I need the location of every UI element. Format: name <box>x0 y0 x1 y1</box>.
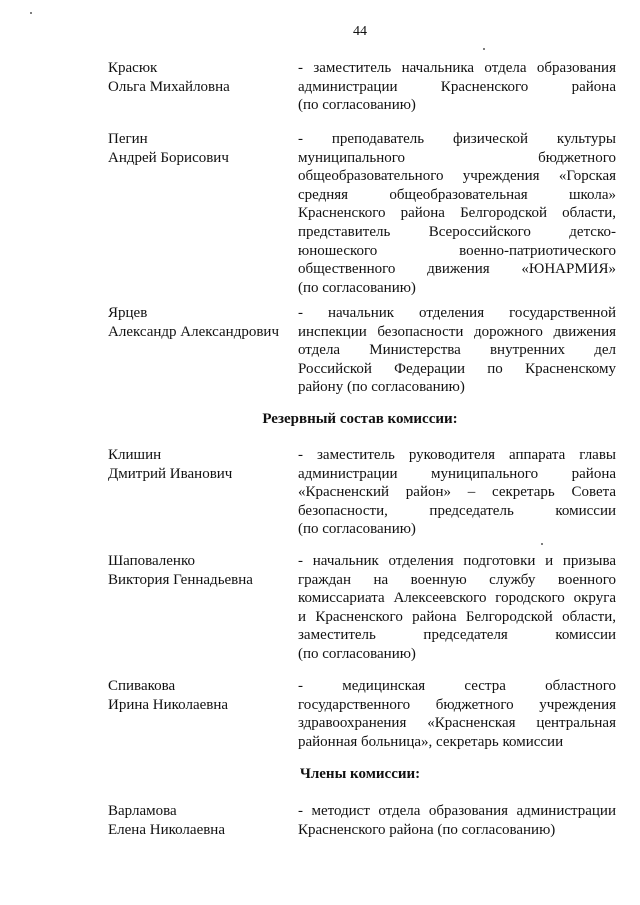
role-line: заместитель председателя комиссии <box>298 627 616 644</box>
role-line: администрации муниципального района <box>298 465 616 482</box>
role-line: району (по согласованию) <box>298 379 465 396</box>
person-name <box>108 304 298 341</box>
role-line: «Красненский район» – секретарь Совета <box>298 484 616 501</box>
scan-speck <box>30 12 32 14</box>
surname: Ярцев <box>108 305 148 321</box>
person-role <box>298 304 616 397</box>
role-line: общественного движения «ЮНАРМИЯ» <box>298 261 616 278</box>
role-line: - преподаватель физической культуры <box>298 131 616 147</box>
members-heading: Члены комиссии: <box>299 766 421 782</box>
role-line: отдела Министерства внутренних дел <box>298 342 616 359</box>
person-role <box>298 677 616 751</box>
role-line: Красненского района (по согласованию) <box>298 821 556 838</box>
surname: Пегин <box>108 131 148 147</box>
role-line: (по согласованию) <box>298 97 416 114</box>
role-line: комиссариата Алексеевского городского округа <box>298 590 616 607</box>
role-line: районная больница», секретарь комиссии <box>298 733 564 750</box>
person-role <box>298 552 616 664</box>
surname: Спивакова <box>108 678 176 694</box>
role-line: Российской Федерации по Красненскому <box>298 360 616 377</box>
given-names: Виктория Геннадьевна <box>108 571 253 588</box>
page-number: 44 <box>353 24 367 39</box>
role-line: безопасности, председатель комиссии <box>298 502 616 519</box>
given-names: Ольга Михайловна <box>108 78 230 95</box>
surname: Шаповаленко <box>108 553 195 569</box>
person-role <box>298 446 616 539</box>
person-role <box>298 802 616 839</box>
person-name <box>108 802 298 839</box>
role-line: - начальник отделения подготовки и призыва <box>298 553 616 569</box>
role-line: инспекции безопасности дорожного движения <box>298 323 616 340</box>
role-line: - начальник отделения государственной <box>298 305 616 321</box>
role-line: Красненского района Белгородской области, <box>298 205 616 222</box>
person-role <box>298 59 616 115</box>
role-line: (по согласованию) <box>298 521 416 538</box>
role-line: и Красненского района Белгородской области, <box>298 608 616 625</box>
surname: Красюк <box>108 60 158 76</box>
given-names: Андрей Борисович <box>108 149 229 166</box>
role-line: - методист отдела образования администрации <box>298 803 616 819</box>
given-names: Дмитрий Иванович <box>108 465 233 482</box>
role-line: администрации Красненского района <box>298 78 616 95</box>
given-names: Елена Николаевна <box>108 821 225 838</box>
scan-speck <box>483 48 485 50</box>
person-name <box>108 59 298 96</box>
surname: Варламова <box>108 803 177 819</box>
role-line: государственного бюджетного учреждения <box>298 696 616 713</box>
given-names: Александр Александрович <box>108 323 279 340</box>
role-line: юношеского военно-патриотического <box>298 242 616 259</box>
person-name <box>108 552 298 589</box>
person-name <box>108 677 298 714</box>
role-line: (по согласованию) <box>298 645 416 662</box>
role-line: - заместитель начальника отдела образования <box>298 60 616 76</box>
person-name <box>108 446 298 483</box>
surname: Клишин <box>108 447 162 463</box>
role-line: здравоохранения «Красненская центральная <box>298 715 616 732</box>
role-line: муниципального бюджетного <box>298 149 616 166</box>
role-line: представитель Всероссийского детско- <box>298 223 616 240</box>
person-role <box>298 130 616 297</box>
role-line: (по согласованию) <box>298 279 416 296</box>
person-name <box>108 130 298 167</box>
role-line: - заместитель руководителя аппарата главы <box>298 447 616 463</box>
role-line: общеобразовательного учреждения «Горская <box>298 168 616 185</box>
given-names: Ирина Николаевна <box>108 696 229 713</box>
role-line: - медицинская сестра областного <box>298 678 616 694</box>
role-line: граждан на военную службу военного <box>298 571 616 588</box>
role-line: средняя общеобразовательная школа» <box>298 186 616 203</box>
scan-speck <box>541 543 543 545</box>
reserve-heading: Резервный состав комиссии: <box>262 411 458 427</box>
